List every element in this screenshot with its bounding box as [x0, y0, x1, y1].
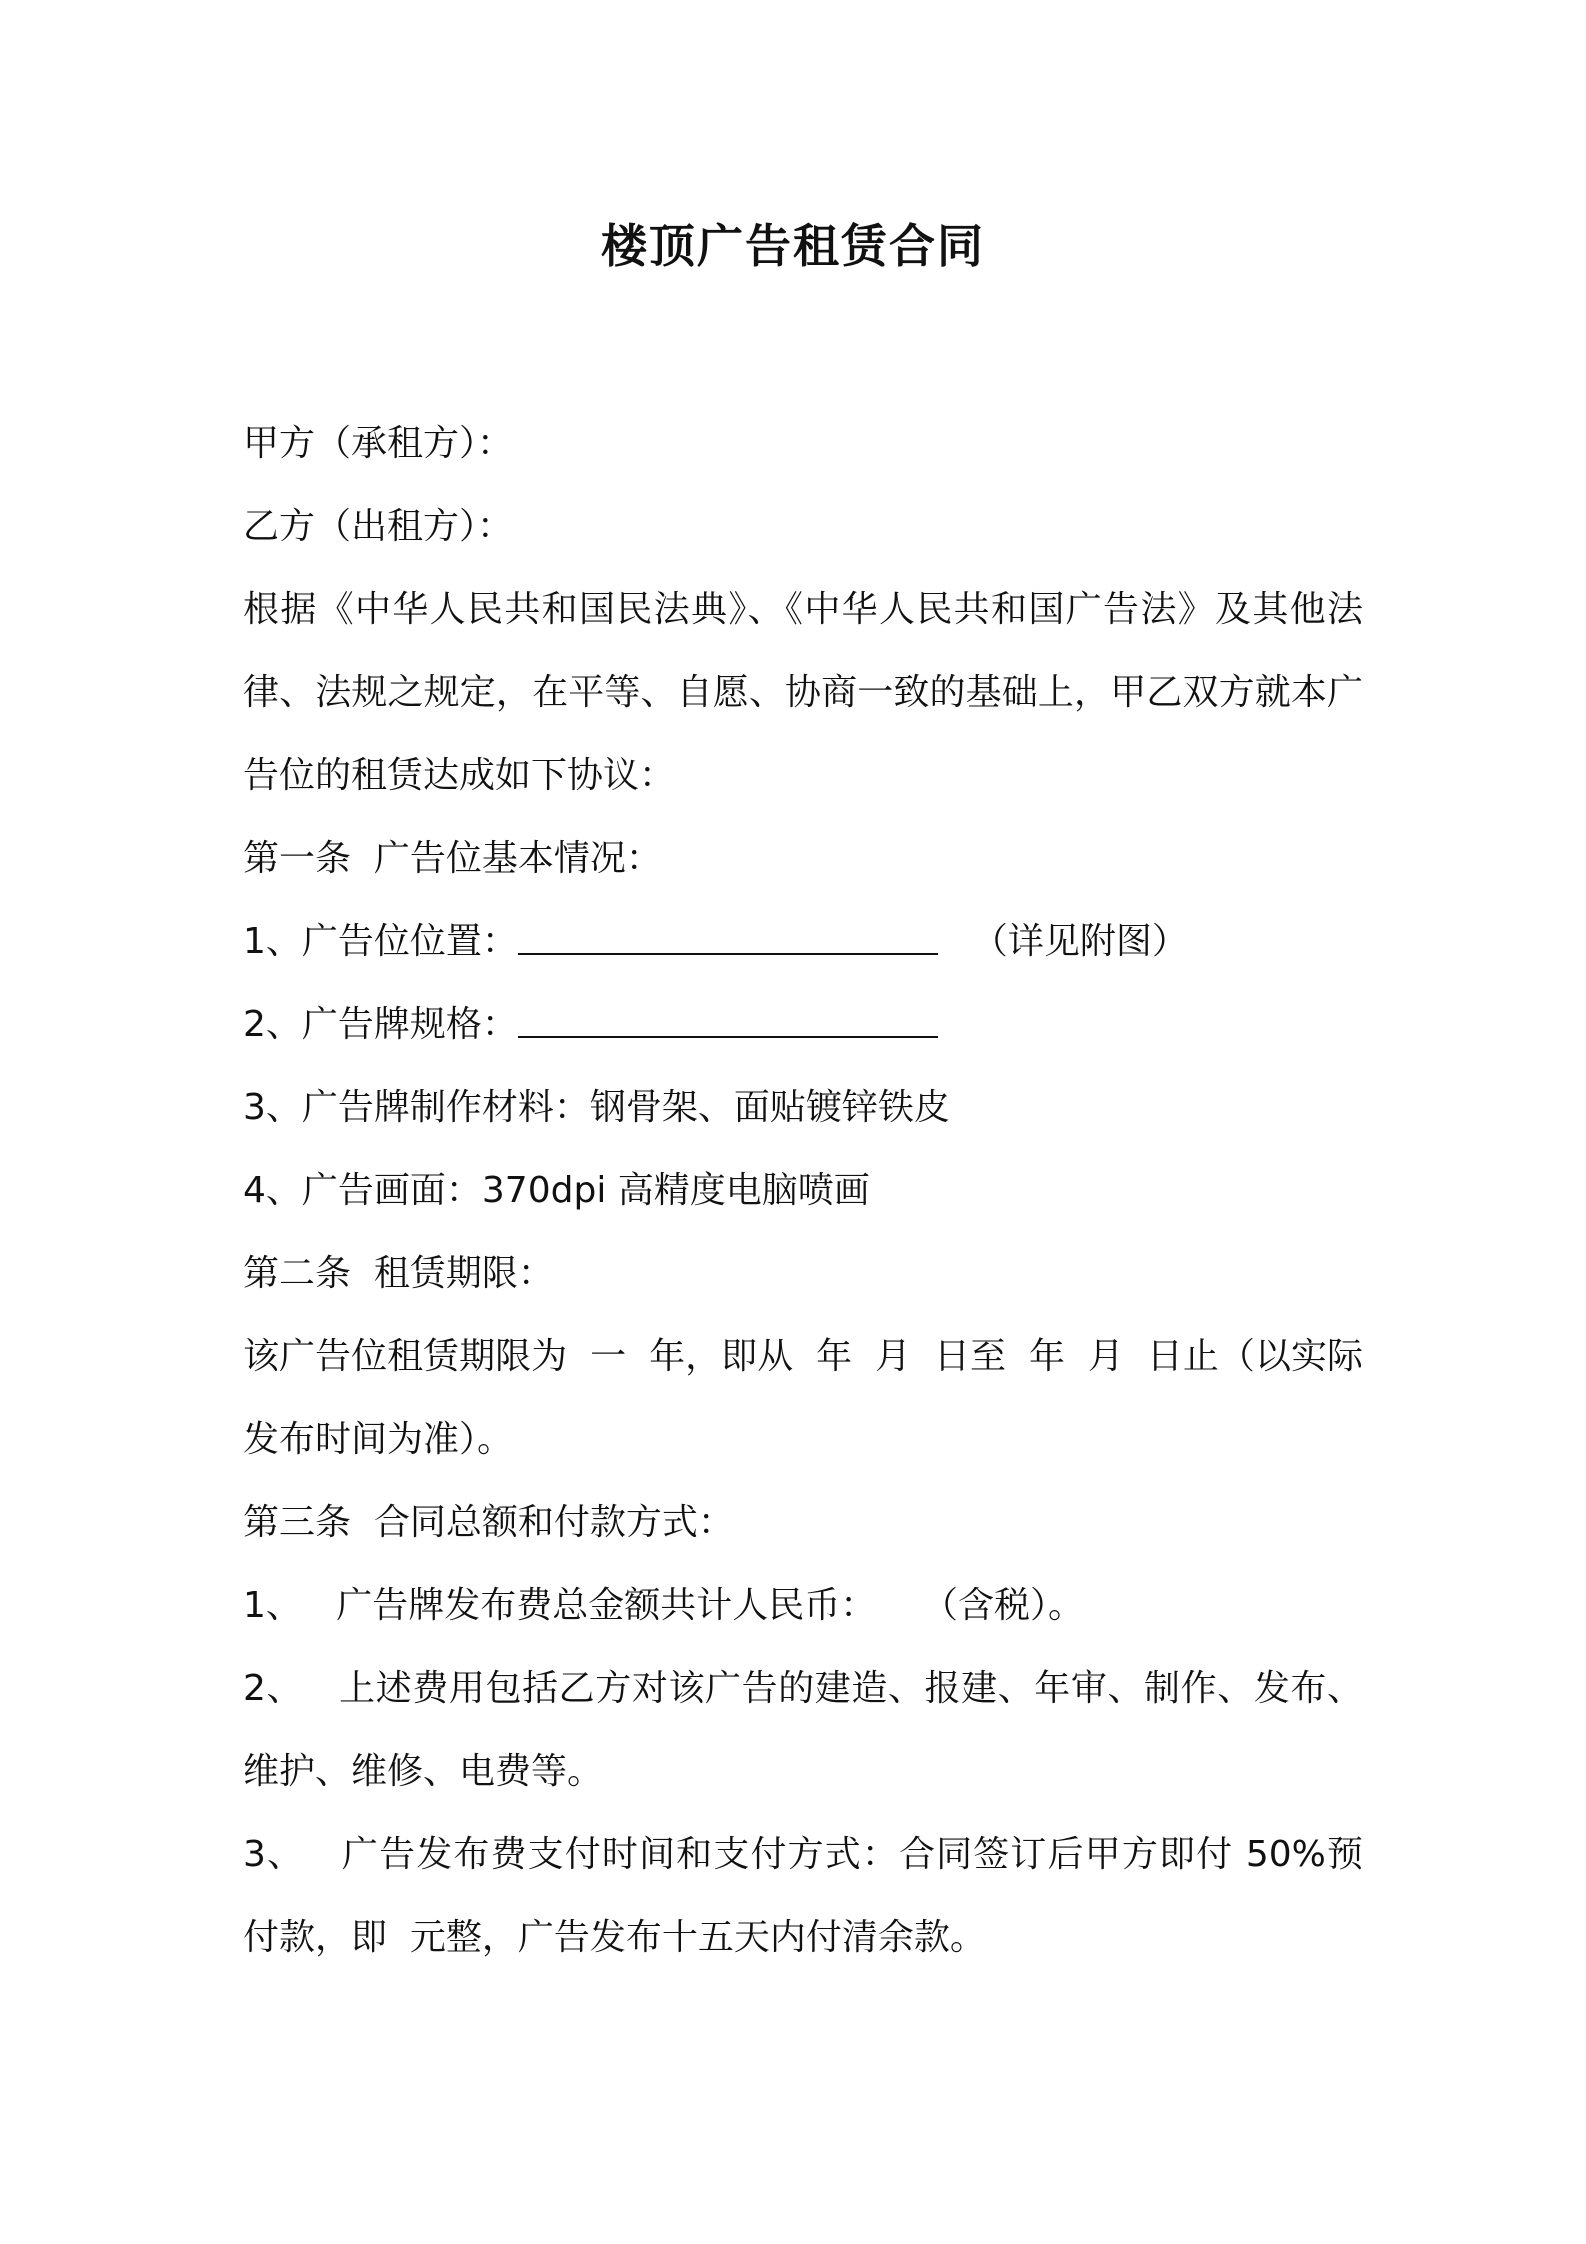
- article1-item1-suffix: （详见附图）: [971, 921, 1188, 962]
- document-body: [243, 402, 1363, 1979]
- article1-item2: [243, 983, 1363, 1066]
- article1-item3: 3、广告牌制作材料：钢骨架、面贴镀锌铁皮: [243, 1087, 950, 1128]
- article1-item2-label: 2、广告牌规格：: [243, 1004, 518, 1045]
- article2-heading: 第二条 租赁期限：: [243, 1253, 554, 1294]
- party-a-line: 甲方（承租方）：: [243, 423, 514, 464]
- party-b-line: 乙方（出租方）：: [243, 506, 514, 547]
- article1-heading: 第一条 广告位基本情况：: [243, 838, 662, 879]
- article2-text: 该广告位租赁期限为 一 年，即从 年 月 日至 年 月 日止（以实际发布时间为准）。: [243, 1336, 1363, 1460]
- article3-item1: 1、 广告牌发布费总金额共计人民币： （含税）。: [243, 1585, 1085, 1626]
- location-blank-line: [518, 913, 938, 955]
- document-title: 楼顶广告租赁合同: [601, 219, 985, 273]
- article1-item1: [243, 900, 1363, 983]
- article3-heading: 第三条 合同总额和付款方式：: [243, 1502, 734, 1543]
- article1-item4: 4、广告画面：370dpi 高精度电脑喷画: [243, 1170, 870, 1211]
- spec-blank-line: [518, 996, 938, 1038]
- preamble-paragraph: 根据《中华人民共和国民法典》、《中华人民共和国广告法》及其他法律、法规之规定，在平等、自愿、协商一致的基础上，甲乙双方就本广告位的租赁达成如下协议：: [243, 589, 1363, 796]
- article1-item1-label: 1、广告位位置：: [243, 921, 518, 962]
- article3-item2: 2、 上述费用包括乙方对该广告的建造、报建、年审、制作、发布、维护、维修、电费等。: [243, 1668, 1363, 1792]
- article3-item3: 3、 广告发布费支付时间和支付方式：合同签订后甲方即付 50%预付款，即 元整，广告发布十五天内付清余款。: [243, 1834, 1363, 1958]
